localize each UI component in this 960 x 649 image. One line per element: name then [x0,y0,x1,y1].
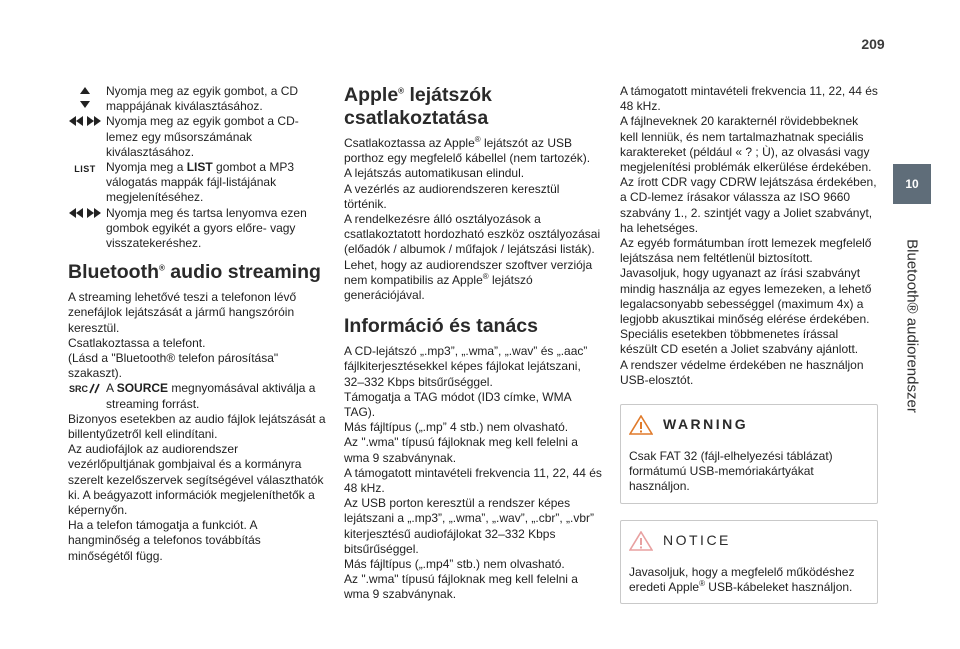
column-1 [68,84,326,564]
text-part: A [106,381,117,396]
paragraph: A támogatott mintavételi frekvencia 11, 22, 44 és 48 kHz. [344,465,602,496]
paragraph: Az egyéb formátumban írott lemezek megfelelő lejátszása nem feltétlenül biztosított. [620,236,872,266]
paragraph: A támogatott mintavételi frekvencia 11, 22, 44 és 48 kHz. [620,84,878,114]
instruction-text [106,160,326,206]
paragraph [344,136,602,166]
sup: ® [699,578,705,588]
notice-header [629,531,869,551]
notice-text [629,565,869,595]
source-icon-label: SRC [69,384,89,395]
page-number: 209 [861,36,885,52]
notice-box [620,520,878,604]
text-part: Csatlakoztassa az Apple [344,136,475,150]
list-icon-label: LIST [74,164,96,175]
source-keyword: SOURCE [116,381,169,396]
instruction-text: Nyomja meg és tartsa lenyomva ezen gombok egyikét a gyors előre- vagy visszatekeréshez. [106,205,307,251]
heading-apple-players [344,84,602,130]
heading-info-tips: Információ és tanács [344,315,538,338]
paragraph: Az írott CDR vagy CDRW lejátszása érdekében, a CD-lemez írásakor válassza az ISO 9660 szabvány 1., 2. szintjét vagy a Joliet szabványt, ha lehetséges. [620,175,877,235]
instruction-seek [68,206,326,252]
paragraph: Az audiofájlok az audiorendszer vezérlőpultjának gombjaival és a kormányra szerelt kezelőszervek segítségével választhatók ki. A beágyazott információk megjeleníthetők a képernyőn. [68,442,324,518]
paragraph: A CD-lejátszó „.mp3”, „.wma”, „.wav” és „.aac” fájlkiterjesztésekkel képes fájlokat lejátszani, 32–332 Kbps bitsűrűséggel. [344,344,588,389]
heading-sup: ® [158,263,165,273]
sup: ® [482,271,489,281]
heading-bluetooth-streaming [68,261,326,284]
chapter-title-text: Bluetooth® audiorendszer [903,239,921,413]
paragraph: A rendelkezésre álló osztályozások a csatlakoztatott hordozható eszköz osztályozásai (előadók / albumok / műfajok / lejátszási listák). [344,212,601,257]
paragraph: Az ".wma" típusú fájloknak meg kell felelni a wma 9 szabványnak. [344,435,578,465]
instruction-folder [68,84,326,114]
chapter-title [893,205,931,447]
paragraph: Speciális esetekben többmenetes írással készült CD esetén a Joliet szabvány ajánlott. [620,327,859,357]
paragraph: Ha a telefon támogatja a funkciót. A hangminőség a telefonos továbbítás minőségétől függ. [68,518,261,563]
text-part: Nyomja meg a [106,160,187,175]
heading-text: audio streaming [164,261,321,284]
paragraph: Más fájltípus („.mp” 4 stb.) nem olvasható. [344,420,569,435]
heading-sup: ® [398,86,405,96]
instruction-source [68,381,326,411]
text-part: lejátszót az USB porthoz egy megfelelő kábellel (nem tartozék). [344,136,591,166]
warning-header [629,415,869,435]
notice-title: NOTICE [663,532,731,549]
list-keyword: LIST [186,160,213,175]
instruction-text: Nyomja meg az egyik gombot a CD-lemez egy műsorszámának kiválasztásához. [106,114,299,159]
text-part: USB-kábeleket használjon. [704,579,853,594]
instruction-list [68,160,326,206]
paragraph: Az USB porton keresztül a rendszer képes lejátszani a „.mp3”, „.wma”, „.wav”, „.cbr”, „.vbr” kiterjesztésű audiofájlokat 32–332 Kbps bitsűrűséggel. [344,496,595,556]
paragraph: Támogatja a TAG módot (ID3 címke, WMA TAG). [344,389,571,420]
paragraph: Más fájltípus („.mp4” stb.) nem olvasható. [344,557,565,572]
text-part: Javasoljuk, hogy a megfelelő működéshez eredeti Apple [629,564,855,594]
paragraph: Csatlakoztassa a telefont. [68,335,206,350]
heading-text: lejátszók csatlakoztatása [344,84,492,129]
paragraph [344,258,602,304]
paragraph: A vezérlés az audiorendszeren keresztül történik. [344,181,560,211]
list-icon [68,160,102,177]
text-part: Lehet, hogy az audiorendszer szoftver verziója nem kompatibilis az Apple [344,257,593,287]
paragraph: A rendszer védelme érdekében ne használjon USB-elosztót. [620,357,864,387]
warning-title: WARNING [663,416,749,433]
warning-text: Csak FAT 32 (fájl-elhelyezési táblázat) formátumú USB-memóriakártyákat használjon. [629,449,833,494]
instruction-track [68,114,326,160]
paragraph: A lejátszás automatikusan elindul. [344,166,525,181]
paragraph: Bizonyos esetekben az audio fájlok lejátszását a billentyűzetről kell elindítani. [68,411,326,442]
paragraph: A streaming lehetővé teszi a telefonon lévő zenefájlok lejátszását a jármű hangszóróin keresztül. [68,290,297,335]
text-part: lejátszó generációjával. [344,272,533,303]
seek-arrows-icon [68,114,102,128]
paragraph: A fájlneveknek 20 karakternél rövidebbeknek kell lenniük, és nem tartalmazhatnak speciális karaktereket (például « ? ; Ù), az olvasási vagy megjelenítési problémák elkerülése érdekében. [620,114,872,175]
seek-arrows-icon [68,206,102,220]
warning-box [620,404,878,504]
text-part: gombot a MP3 válogatás mappák fájl-listájának megjelenítéséhez. [106,160,295,205]
column-2 [344,84,602,603]
heading-text: Apple [344,84,399,106]
instruction-text [106,381,326,411]
paragraph: Az ".wma" típusú fájloknak meg kell felelni a wma 9 szabványnak. [344,572,578,602]
sup: ® [474,135,481,144]
heading-text: Bluetooth [68,261,159,284]
paragraph: Javasoljuk, hogy ugyanazt az írási szabványt mindig használja az egyes lemezeken, a lehető legalacsonyabb sebességgel (maximum 4x) a legjobb akusztikai minőség elérése érdekében. [620,266,872,327]
notice-triangle-icon [629,531,653,551]
instruction-text: Nyomja meg az egyik gombot, a CD mappájának kiválasztásához. [106,84,299,114]
text-part: megnyomásával aktiválja a streaming forrást. [106,381,316,411]
chapter-tab: 10 [893,164,931,204]
source-icon [68,381,102,395]
warning-triangle-icon [629,415,653,435]
paragraph: (Lásd a "Bluetooth® telefon párosítása" szakaszt). [68,351,279,381]
up-down-arrows-icon [68,84,102,112]
column-3 [620,84,878,604]
